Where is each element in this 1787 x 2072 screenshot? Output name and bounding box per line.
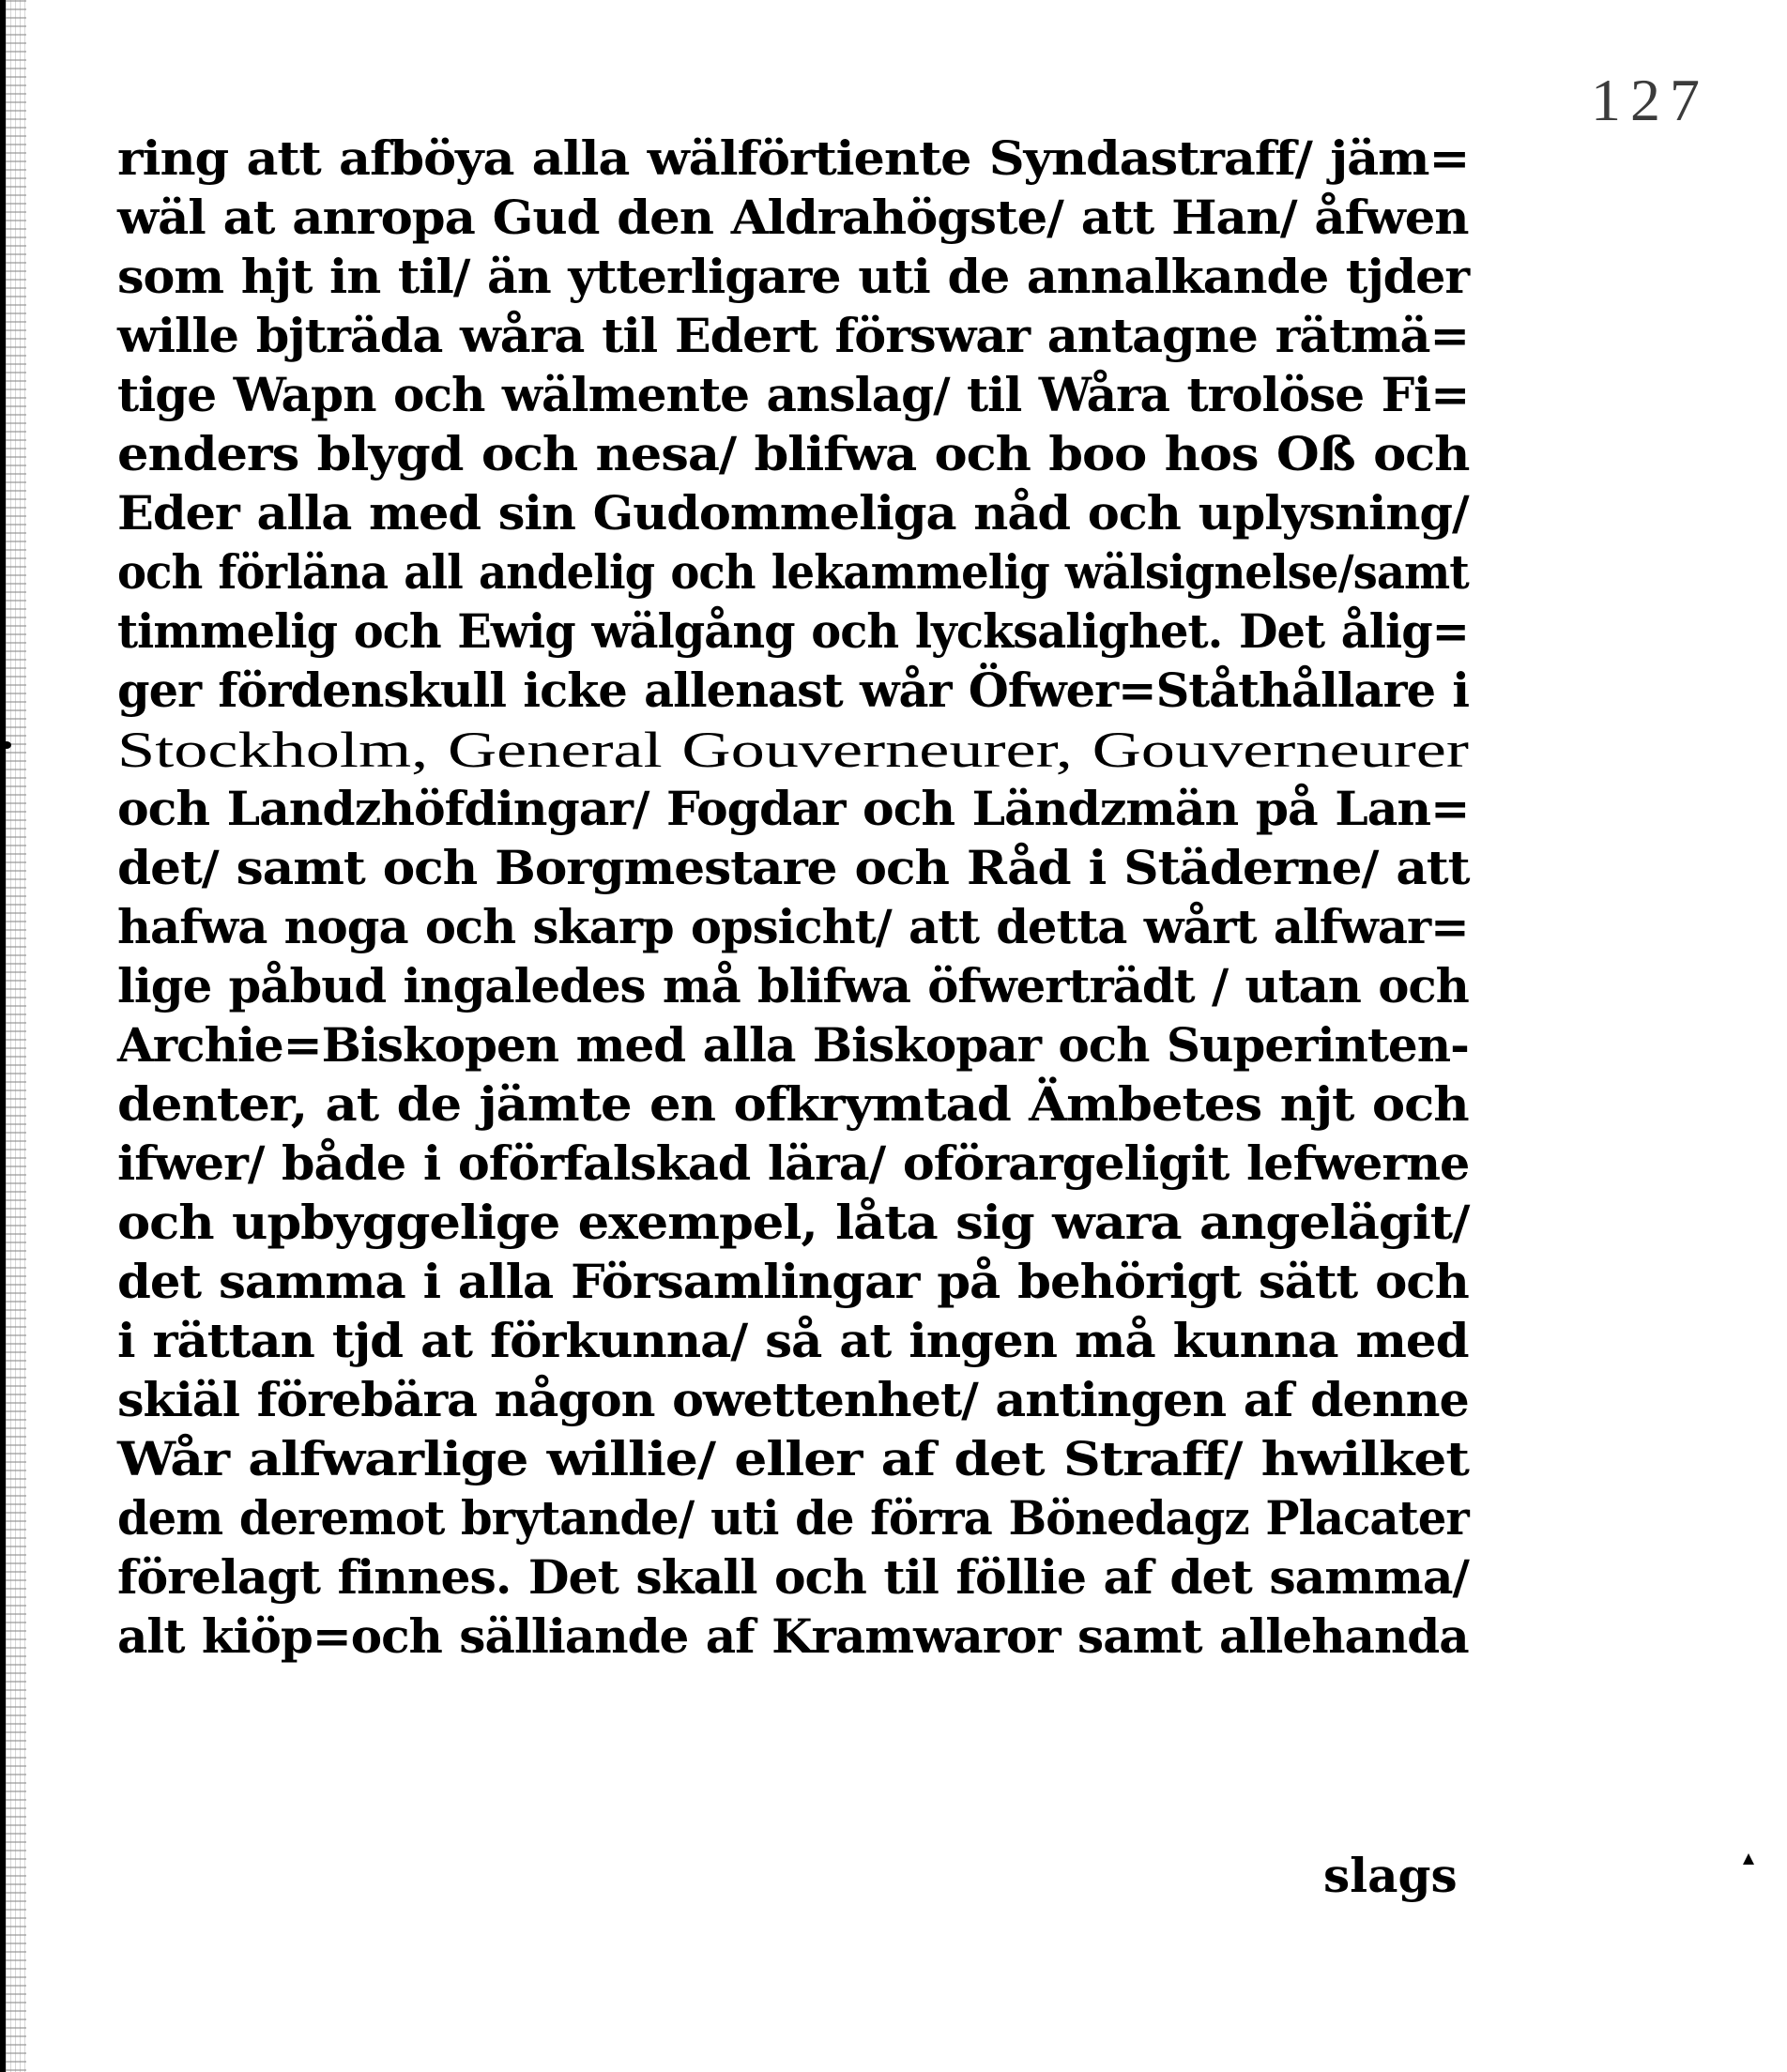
text-line: wille bjträda wåra til Edert förswar antagne rätmä= xyxy=(117,308,1470,363)
text-line: i rättan tjd at förkunna/ så at ingen må kunna med xyxy=(117,1313,1469,1368)
text-line: Eder alla med sin Gudommeliga nåd och uplysning/ xyxy=(117,485,1469,541)
text-line: ring att afböya alla wälförtiente Syndastraff/ jäm= xyxy=(117,130,1470,186)
text-line: wäl at anropa Gud den Aldrahögste/ att Han/ åfwen xyxy=(117,190,1469,245)
text-line: denter, at de jämte en ofkrymtad Ämbetes njt och xyxy=(117,1076,1469,1132)
text-line: skiäl förebära någon owettenhet/ antingen af denne xyxy=(117,1372,1469,1427)
text-line: Stockholm, General Gouverneurer, Gouverneurer xyxy=(117,722,1469,778)
text-line: och förläna all andelig och lekammelig wälsignelse/samt xyxy=(117,544,1469,600)
text-line: alt kiöp=och sälliande af Kramwaror samt allehanda xyxy=(117,1608,1469,1664)
text-line: hafwa noga och skarp opsicht/ att detta wårt alfwar= xyxy=(117,899,1469,954)
text-line: ifwer/ både i oförfalskad lära/ oförargeligit lefwerne xyxy=(117,1135,1470,1191)
text-line: enders blygd och nesa/ blifwa och boo hos Oß och xyxy=(117,426,1470,481)
text-line: dem deremot brytande/ uti de förra Bönedagz Placater xyxy=(117,1490,1469,1546)
text-line: Archie=Biskopen med alla Biskopar och Superinten- xyxy=(117,1017,1469,1073)
ink-speck xyxy=(1743,1853,1754,1865)
text-line: det/ samt och Borgmestare och Råd i Städerne/ att xyxy=(117,840,1470,895)
text-line: lige påbud ingaledes må blifwa öfwerträdt / utan och xyxy=(117,958,1469,1013)
text-line: det samma i alla Församlingar på behörigt sätt och xyxy=(117,1254,1469,1309)
page-number: 127 xyxy=(1591,67,1709,133)
text-line: som hjt in til/ än ytterligare uti de annalkande tjder xyxy=(117,249,1470,304)
text-line: tige Wapn och wälmente anslag/ til Wåra trolöse Fi= xyxy=(117,367,1470,422)
binding-shadow xyxy=(6,0,26,2072)
text-line: och upbyggelige exempel, låta sig wara angelägit/ xyxy=(117,1195,1470,1250)
text-line: timmelig och Ewig wälgång och lycksalighet. Det ålig= xyxy=(117,603,1469,659)
catchword: slags xyxy=(1323,1848,1458,1903)
text-line: Wår alfwarlige willie/ eller af det Straff/ hwilket xyxy=(117,1431,1469,1486)
text-line: och Landzhöfdingar/ Fogdar och Ländzmän på Lan= xyxy=(117,781,1470,836)
binding-mark xyxy=(2,741,11,749)
text-line: ger fördenskull icke allenast wår Öfwer=Ståthållare i xyxy=(117,663,1470,718)
text-line: förelagt finnes. Det skall och til föllie af det samma/ xyxy=(117,1549,1469,1605)
